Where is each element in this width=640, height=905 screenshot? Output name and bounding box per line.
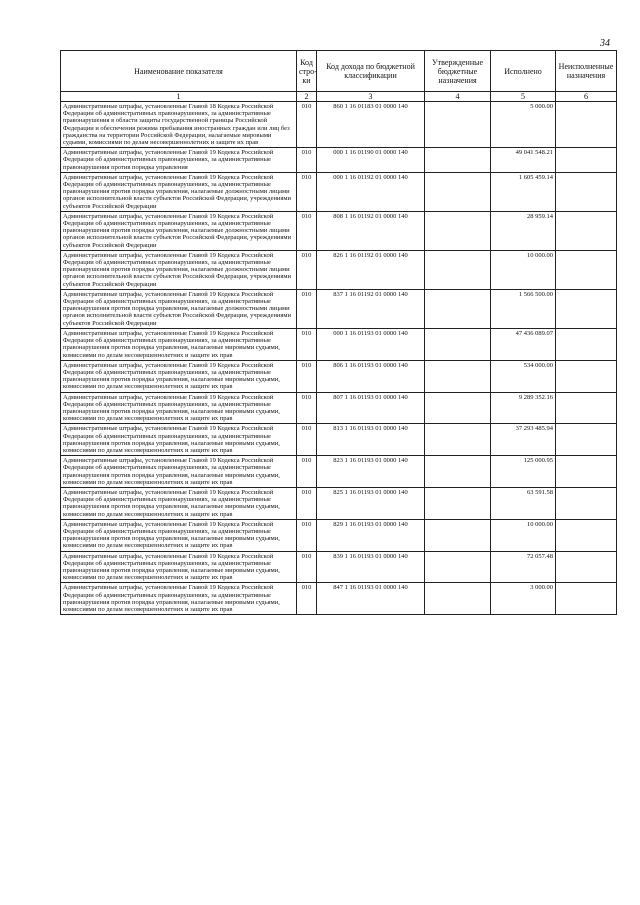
row-kbk-cell: 806 1 16 01193 01 0000 140 bbox=[317, 360, 425, 392]
row-approved-cell bbox=[425, 289, 491, 328]
row-unexecuted-cell bbox=[556, 456, 617, 488]
header-unexecuted: Неисполненные назначения bbox=[556, 51, 617, 92]
row-code-cell: 010 bbox=[297, 211, 317, 250]
row-approved-cell bbox=[425, 211, 491, 250]
row-code-cell: 010 bbox=[297, 250, 317, 289]
row-executed-cell: 28 959.14 bbox=[491, 211, 556, 250]
row-name-cell: Административные штрафы, установленные Главой 19 Кодекса Российской Федерации об административных правонарушениях, за административные правонарушения против порядка управления, налагаемые должностными лицами органов исполнительной власти субъектов Российской Федерации, учреждениями субъектов Российской Федерации bbox=[61, 250, 297, 289]
report-table bbox=[60, 50, 617, 615]
row-approved-cell bbox=[425, 424, 491, 456]
row-approved-cell bbox=[425, 583, 491, 615]
column-number: 1 bbox=[61, 92, 297, 102]
table-row bbox=[61, 392, 617, 424]
table-row bbox=[61, 289, 617, 328]
row-name-cell: Административные штрафы, установленные Главой 19 Кодекса Российской Федерации об административных правонарушениях, за административные правонарушения против порядка управления, налагаемые мировыми судьями, комиссиями по делам несовершеннолетних и защите их прав bbox=[61, 519, 297, 551]
row-kbk-cell: 839 1 16 01193 01 0000 140 bbox=[317, 551, 425, 583]
column-number: 5 bbox=[491, 92, 556, 102]
table-row bbox=[61, 328, 617, 360]
row-code-cell: 010 bbox=[297, 519, 317, 551]
header-approved: Утвержденные бюджетные назначения bbox=[425, 51, 491, 92]
row-executed-cell: 1 566 500.00 bbox=[491, 289, 556, 328]
row-approved-cell bbox=[425, 360, 491, 392]
row-kbk-cell: 808 1 16 01192 01 0000 140 bbox=[317, 211, 425, 250]
header-row bbox=[61, 51, 617, 92]
row-code-cell: 010 bbox=[297, 172, 317, 211]
row-code-cell: 010 bbox=[297, 392, 317, 424]
row-executed-cell: 5 000.00 bbox=[491, 102, 556, 148]
row-unexecuted-cell bbox=[556, 211, 617, 250]
row-code-cell: 010 bbox=[297, 456, 317, 488]
row-kbk-cell: 825 1 16 01193 01 0000 140 bbox=[317, 487, 425, 519]
header-kbk: Код дохода по бюджетной классификации bbox=[317, 51, 425, 92]
column-number-row bbox=[61, 92, 617, 102]
column-number: 3 bbox=[317, 92, 425, 102]
header-code: Код стро-ки bbox=[297, 51, 317, 92]
row-approved-cell bbox=[425, 250, 491, 289]
table-row bbox=[61, 360, 617, 392]
row-approved-cell bbox=[425, 551, 491, 583]
table-row bbox=[61, 211, 617, 250]
table-row bbox=[61, 250, 617, 289]
row-unexecuted-cell bbox=[556, 519, 617, 551]
row-unexecuted-cell bbox=[556, 250, 617, 289]
table-row bbox=[61, 551, 617, 583]
row-kbk-cell: 860 1 16 01183 01 0000 140 bbox=[317, 102, 425, 148]
row-kbk-cell: 807 1 16 01193 01 0000 140 bbox=[317, 392, 425, 424]
row-executed-cell: 10 000.00 bbox=[491, 250, 556, 289]
row-name-cell: Административные штрафы, установленные Главой 19 Кодекса Российской Федерации об административных правонарушениях, за административные правонарушения против порядка управления, налагаемые мировыми судьями, комиссиями по делам несовершеннолетних и защите их прав bbox=[61, 360, 297, 392]
table-row bbox=[61, 102, 617, 148]
row-name-cell: Административные штрафы, установленные Главой 19 Кодекса Российской Федерации об административных правонарушениях, за административные правонарушения против порядка управления, налагаемые мировыми судьями, комиссиями по делам несовершеннолетних и защите их прав bbox=[61, 328, 297, 360]
row-executed-cell: 63 591.58 bbox=[491, 487, 556, 519]
row-approved-cell bbox=[425, 456, 491, 488]
row-code-cell: 010 bbox=[297, 102, 317, 148]
table-row bbox=[61, 148, 617, 173]
row-unexecuted-cell bbox=[556, 328, 617, 360]
row-name-cell: Административные штрафы, установленные Главой 19 Кодекса Российской Федерации об административных правонарушениях, за административные правонарушения против порядка управления, налагаемые мировыми судьями, комиссиями по делам несовершеннолетних и защите их прав bbox=[61, 424, 297, 456]
table-row bbox=[61, 583, 617, 615]
row-unexecuted-cell bbox=[556, 583, 617, 615]
row-name-cell: Административные штрафы, установленные Главой 19 Кодекса Российской Федерации об административных правонарушениях, за административные правонарушения против порядка управления, налагаемые мировыми судьями, комиссиями по делам несовершеннолетних и защите их прав bbox=[61, 456, 297, 488]
row-approved-cell bbox=[425, 328, 491, 360]
table-row bbox=[61, 424, 617, 456]
row-kbk-cell: 000 1 16 01192 01 0000 140 bbox=[317, 172, 425, 211]
row-unexecuted-cell bbox=[556, 424, 617, 456]
row-approved-cell bbox=[425, 392, 491, 424]
row-name-cell: Административные штрафы, установленные Главой 19 Кодекса Российской Федерации об административных правонарушениях, за административные правонарушения против порядка управления, налагаемые мировыми судьями, комиссиями по делам несовершеннолетних и защите их прав bbox=[61, 392, 297, 424]
row-unexecuted-cell bbox=[556, 148, 617, 173]
row-kbk-cell: 837 1 16 01192 01 0000 140 bbox=[317, 289, 425, 328]
row-approved-cell bbox=[425, 148, 491, 173]
row-executed-cell: 3 000.00 bbox=[491, 583, 556, 615]
row-name-cell: Административные штрафы, установленные Главой 18 Кодекса Российской Федерации об административных правонарушениях, за административные правонарушения в области защиты государственной границы Российской Федерации и обеспечения режима пребывания иностранных граждан или лиц без гражданства на территории Российской Федерации, налагаемые мировыми судьями, комиссиями по делам несовершеннолетних и защите их прав bbox=[61, 102, 297, 148]
row-unexecuted-cell bbox=[556, 102, 617, 148]
row-approved-cell bbox=[425, 102, 491, 148]
row-name-cell: Административные штрафы, установленные Главой 19 Кодекса Российской Федерации об административных правонарушениях, за административные правонарушения против порядка управления, налагаемые мировыми судьями, комиссиями по делам несовершеннолетних и защите их прав bbox=[61, 583, 297, 615]
row-code-cell: 010 bbox=[297, 551, 317, 583]
row-code-cell: 010 bbox=[297, 148, 317, 173]
row-kbk-cell: 000 1 16 01193 01 0000 140 bbox=[317, 328, 425, 360]
row-executed-cell: 1 605 459.14 bbox=[491, 172, 556, 211]
row-unexecuted-cell bbox=[556, 487, 617, 519]
row-name-cell: Административные штрафы, установленные Главой 19 Кодекса Российской Федерации об административных правонарушениях, за административные правонарушения против порядка управления, налагаемые должностными лицами органов исполнительной власти субъектов Российской Федерации, учреждениями субъектов Российской Федерации bbox=[61, 211, 297, 250]
table-row bbox=[61, 172, 617, 211]
table-row bbox=[61, 456, 617, 488]
row-unexecuted-cell bbox=[556, 551, 617, 583]
row-code-cell: 010 bbox=[297, 289, 317, 328]
row-name-cell: Административные штрафы, установленные Главой 19 Кодекса Российской Федерации об административных правонарушениях, за административные правонарушения против порядка управления, налагаемые должностными лицами органов исполнительной власти субъектов Российской Федерации, учреждениями субъектов Российской Федерации bbox=[61, 172, 297, 211]
row-kbk-cell: 847 1 16 01193 01 0000 140 bbox=[317, 583, 425, 615]
row-kbk-cell: 826 1 16 01192 01 0000 140 bbox=[317, 250, 425, 289]
column-number: 4 bbox=[425, 92, 491, 102]
row-code-cell: 010 bbox=[297, 583, 317, 615]
row-name-cell: Административные штрафы, установленные Главой 19 Кодекса Российской Федерации об административных правонарушениях, за административные правонарушения против порядка управления bbox=[61, 148, 297, 173]
row-code-cell: 010 bbox=[297, 424, 317, 456]
row-executed-cell: 9 289 352.16 bbox=[491, 392, 556, 424]
row-kbk-cell: 813 1 16 01193 01 0000 140 bbox=[317, 424, 425, 456]
row-kbk-cell: 829 1 16 01193 01 0000 140 bbox=[317, 519, 425, 551]
row-executed-cell: 534 000.00 bbox=[491, 360, 556, 392]
row-name-cell: Административные штрафы, установленные Главой 19 Кодекса Российской Федерации об административных правонарушениях, за административные правонарушения против порядка управления, налагаемые мировыми судьями, комиссиями по делам несовершеннолетних и защите их прав bbox=[61, 551, 297, 583]
row-unexecuted-cell bbox=[556, 392, 617, 424]
row-executed-cell: 47 436 089.07 bbox=[491, 328, 556, 360]
row-approved-cell bbox=[425, 172, 491, 211]
row-approved-cell bbox=[425, 519, 491, 551]
row-code-cell: 010 bbox=[297, 328, 317, 360]
row-unexecuted-cell bbox=[556, 172, 617, 211]
row-approved-cell bbox=[425, 487, 491, 519]
row-kbk-cell: 823 1 16 01193 01 0000 140 bbox=[317, 456, 425, 488]
header-executed: Исполнено bbox=[491, 51, 556, 92]
row-code-cell: 010 bbox=[297, 360, 317, 392]
column-number: 2 bbox=[297, 92, 317, 102]
column-number: 6 bbox=[556, 92, 617, 102]
row-kbk-cell: 000 1 16 01190 01 0000 140 bbox=[317, 148, 425, 173]
table-row bbox=[61, 487, 617, 519]
row-unexecuted-cell bbox=[556, 289, 617, 328]
row-executed-cell: 125 000.95 bbox=[491, 456, 556, 488]
row-code-cell: 010 bbox=[297, 487, 317, 519]
page-number: 34 bbox=[600, 38, 610, 49]
table-body bbox=[61, 102, 617, 615]
row-name-cell: Административные штрафы, установленные Главой 19 Кодекса Российской Федерации об административных правонарушениях, за административные правонарушения против порядка управления, налагаемые мировыми судьями, комиссиями по делам несовершеннолетних и защите их прав bbox=[61, 487, 297, 519]
row-executed-cell: 72 057.48 bbox=[491, 551, 556, 583]
row-executed-cell: 37 293 485.94 bbox=[491, 424, 556, 456]
row-executed-cell: 10 000.00 bbox=[491, 519, 556, 551]
header-name: Наименование показателя bbox=[61, 51, 297, 92]
table-row bbox=[61, 519, 617, 551]
row-name-cell: Административные штрафы, установленные Главой 19 Кодекса Российской Федерации об административных правонарушениях, за административные правонарушения против порядка управления, налагаемые должностными лицами органов исполнительной власти субъектов Российской Федерации, учреждениями субъектов Российской Федерации bbox=[61, 289, 297, 328]
row-unexecuted-cell bbox=[556, 360, 617, 392]
row-executed-cell: 49 041 548.21 bbox=[491, 148, 556, 173]
